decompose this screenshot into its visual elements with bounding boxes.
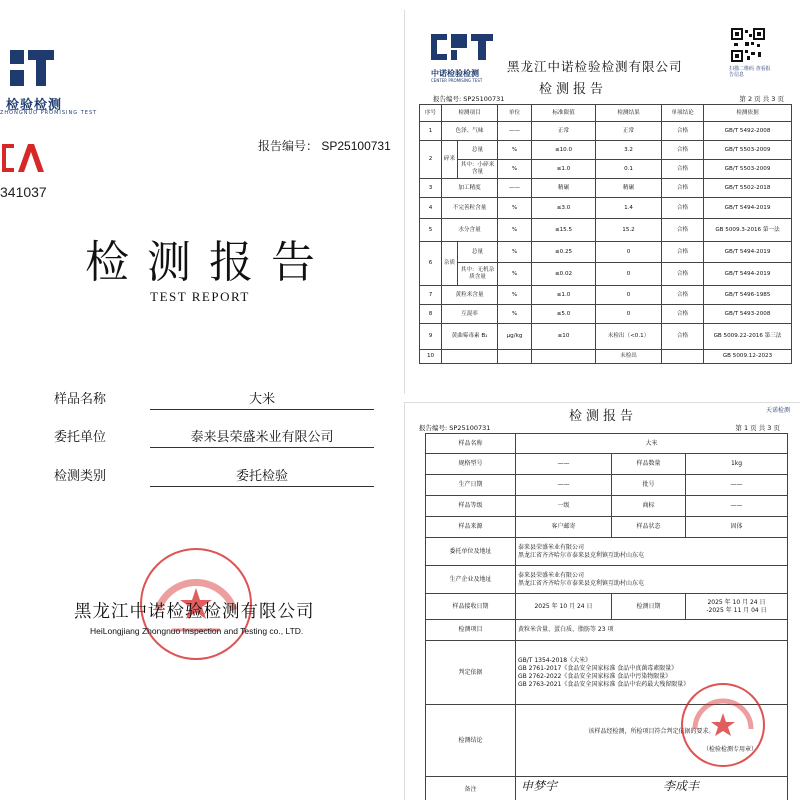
cell-limit: ≤10.0 — [532, 141, 596, 160]
cpt-logo — [10, 50, 54, 94]
cell-no: 2 — [420, 141, 442, 179]
row-label: 样品状态 — [612, 517, 686, 538]
table-row — [420, 141, 792, 160]
row-value: 固体 — [686, 517, 788, 538]
cell-no: 10 — [420, 350, 442, 364]
cell-conclusion: 合格 — [662, 286, 704, 305]
cell-result: 0 — [596, 305, 662, 324]
cell-limit: ≤1.0 — [532, 286, 596, 305]
cell-method: GB 5009.22-2016 第三法 — [704, 324, 792, 350]
client-address: 黑龙江省齐齐哈尔市泰来县克利镇互助村山东屯 — [518, 551, 645, 559]
table-row — [420, 263, 792, 286]
cell-method: GB/T 5502-2018 — [704, 179, 792, 198]
cell-conclusion: 合格 — [662, 179, 704, 198]
conclusion-text: 该样品经检测，所检项目符合判定依据的要求。 — [588, 727, 715, 735]
cell-result: 3.2 — [596, 141, 662, 160]
cma-icon — [0, 140, 48, 176]
field-sample-name — [54, 384, 374, 410]
cell-item — [442, 350, 498, 364]
report-number — [258, 137, 391, 154]
official-stamp — [681, 683, 765, 767]
cell-method: GB/T 5492-2008 — [704, 122, 792, 141]
lab-name-english: HeiLongjiang Zhongnuo Inspection and Testing co., LTD. — [90, 626, 304, 636]
cell-conclusion: 合格 — [662, 141, 704, 160]
field-underline — [150, 486, 374, 487]
row-value: 大米 — [516, 434, 788, 454]
cell-no: 3 — [420, 179, 442, 198]
column-header: 单项结论 — [662, 105, 704, 122]
cell-method: GB/T 5503-2009 — [704, 160, 792, 179]
logo-subcaption: CENTER PROMISING TEST — [431, 78, 483, 83]
field-underline — [150, 409, 374, 410]
basis-line: GB 2763-2021《食品安全国家标准 食品中农药最大残留限量》 — [518, 680, 690, 688]
cell-method: GB/T 5494-2019 — [704, 198, 792, 219]
cell-item: 水分含量 — [442, 219, 498, 242]
cell-unit: % — [498, 198, 532, 219]
table-row — [426, 454, 788, 475]
cell-unit: % — [498, 160, 532, 179]
table-row — [420, 219, 792, 242]
cell-item: 其中：无机杂质含量 — [458, 263, 498, 286]
cell-group: 碎米 — [442, 141, 458, 179]
report-number-label: 报告编号： — [258, 139, 319, 153]
page-info: 第 1 页 共 3 页 — [735, 424, 780, 432]
cell-result: 正常 — [596, 122, 662, 141]
cell-limit: ≤5.0 — [532, 305, 596, 324]
table-row — [420, 305, 792, 324]
row-value: —— — [516, 454, 612, 475]
table-row — [420, 286, 792, 305]
cell-no: 4 — [420, 198, 442, 219]
row-value — [516, 566, 788, 594]
cell-conclusion: 合格 — [662, 305, 704, 324]
field-label: 检测类别 — [54, 469, 107, 484]
cell-group: 杂质 — [442, 242, 458, 286]
table-row — [420, 350, 792, 364]
table-row — [426, 594, 788, 620]
row-value: —— — [686, 475, 788, 496]
cell-unit: % — [498, 286, 532, 305]
cell-no: 6 — [420, 242, 442, 286]
cell-conclusion: 合格 — [662, 219, 704, 242]
row-label: 样品来源 — [426, 517, 516, 538]
row-value: 客户邮寄 — [516, 517, 612, 538]
column-header: 单位 — [498, 105, 532, 122]
column-header: 序号 — [420, 105, 442, 122]
report-subtitle: TEST REPORT — [150, 289, 250, 304]
basis-line: GB 2761-2017《食品安全国家标准 食品中真菌毒素限量》 — [518, 664, 678, 672]
report-title: 检测报告 — [85, 237, 333, 288]
cell-method: GB 5009.12-2023 — [704, 350, 792, 364]
logo-caption: 检验检测 — [6, 98, 63, 113]
basis-line: GB/T 1354-2018《大米》 — [518, 656, 592, 664]
report-title: 检测报告 — [568, 409, 637, 424]
cell-item: 其中：小碎米含量 — [458, 160, 498, 179]
table-row — [420, 179, 792, 198]
report-number-value: SP25100731 — [449, 424, 491, 432]
report-number — [419, 423, 490, 432]
page-info: 第 2 页 共 3 页 — [739, 95, 784, 103]
row-label: 样品等级 — [426, 496, 516, 517]
cell-limit: ≤10 — [532, 324, 596, 350]
maker-address: 黑龙江省齐齐哈尔市泰来县克利镇互助村山东屯 — [518, 579, 645, 587]
signature-2: 李成丰 — [663, 779, 700, 793]
cell-method: GB/T 5496-1985 — [704, 286, 792, 305]
cell-limit — [532, 350, 596, 364]
results-table-body — [420, 122, 792, 364]
column-header: 检测结果 — [596, 105, 662, 122]
cpt-logo — [431, 30, 493, 68]
field-client — [54, 422, 374, 448]
cell-limit: ≤1.0 — [532, 160, 596, 179]
cell-result: 0 — [596, 242, 662, 263]
company-name: 黑龙江中诺检验检测有限公司 — [507, 59, 683, 74]
cell-limit: 精碾 — [532, 179, 596, 198]
cell-conclusion — [662, 350, 704, 364]
test-date-end: -2025 年 11 月 04 日 — [706, 606, 767, 614]
table-row — [426, 434, 788, 454]
row-value: 1kg — [686, 454, 788, 475]
cell-item: 总量 — [458, 141, 498, 160]
qr-caption: 扫描二维码 查看报告信息 — [729, 66, 771, 78]
row-label: 生产企业及地址 — [426, 566, 516, 594]
cell-limit: ≤0.25 — [532, 242, 596, 263]
cell-limit: ≤0.02 — [532, 263, 596, 286]
table-row — [426, 777, 788, 800]
field-label: 委托单位 — [54, 430, 107, 445]
row-label: 备注 — [426, 777, 516, 800]
cma-number: 341037 — [0, 184, 47, 200]
cell-item: 互混率 — [442, 305, 498, 324]
results-table — [419, 104, 792, 364]
cell-item: 黄曲霉毒素 B₁ — [442, 324, 498, 350]
stamp-note: （检验检测专用章） — [702, 745, 757, 753]
field-value: 委托检验 — [235, 469, 288, 484]
row-value: 黄粒米含量、蛋白质、脂肪等 23 项 — [516, 620, 788, 641]
cell-unit: % — [498, 305, 532, 324]
table-row — [426, 620, 788, 641]
corner-mark: 天诺检测 — [765, 407, 790, 414]
cell-no: 7 — [420, 286, 442, 305]
table-row — [426, 496, 788, 517]
row-label: 样品名称 — [426, 434, 516, 454]
column-header: 检测项目 — [442, 105, 498, 122]
cell-result: 1.4 — [596, 198, 662, 219]
cell-item: 色泽、气味 — [442, 122, 498, 141]
cell-result: 15.2 — [596, 219, 662, 242]
report-page-2 — [404, 10, 800, 394]
cell-item: 加工精度 — [442, 179, 498, 198]
client-name: 泰来县荣盛米业有限公司 — [518, 543, 585, 551]
table-row — [420, 242, 792, 263]
row-label: 检测日期 — [612, 594, 686, 620]
cell-no: 8 — [420, 305, 442, 324]
row-label: 检测项目 — [426, 620, 516, 641]
column-header: 标准限值 — [532, 105, 596, 122]
table-row — [420, 160, 792, 179]
cell-unit: % — [498, 141, 532, 160]
cell-result: 未检出（<0.1） — [596, 324, 662, 350]
table-row — [420, 122, 792, 141]
cell-result: 未检出 — [596, 350, 662, 364]
qr-code-icon — [731, 28, 765, 62]
cell-result: 0.1 — [596, 160, 662, 179]
cell-no: 5 — [420, 219, 442, 242]
table-row — [426, 538, 788, 566]
table-row — [420, 198, 792, 219]
table-header-row — [420, 105, 792, 122]
table-row — [426, 517, 788, 538]
cell-conclusion: 合格 — [662, 242, 704, 263]
lab-name: 黑龙江中诺检验检测有限公司 — [74, 602, 315, 622]
field-value: 大米 — [248, 392, 275, 407]
row-label: 规格型号 — [426, 454, 516, 475]
cell-result: 0 — [596, 286, 662, 305]
cell-unit: % — [498, 242, 532, 263]
report-number-label: 报告编号: — [433, 95, 462, 103]
cell-unit: % — [498, 219, 532, 242]
field-underline — [150, 447, 374, 448]
cell-unit: % — [498, 263, 532, 286]
row-label: 检测结论 — [426, 705, 516, 777]
cell-conclusion: 合格 — [662, 263, 704, 286]
report-number-label: 报告编号: — [419, 424, 448, 432]
cell-method: GB/T 5503-2009 — [704, 141, 792, 160]
row-value — [686, 594, 788, 620]
cell-limit: ≤3.0 — [532, 198, 596, 219]
cell-limit: ≤15.5 — [532, 219, 596, 242]
row-value: —— — [516, 475, 612, 496]
column-header: 检测依据 — [704, 105, 792, 122]
cell-method: GB/T 5494-2019 — [704, 263, 792, 286]
cell-item: 不完善粒含量 — [442, 198, 498, 219]
cell-method: GB/T 5494-2019 — [704, 242, 792, 263]
cell-item: 黄粒米含量 — [442, 286, 498, 305]
row-label: 样品接收日期 — [426, 594, 516, 620]
table-row — [420, 324, 792, 350]
cell-conclusion: 合格 — [662, 324, 704, 350]
row-value: 一级 — [516, 496, 612, 517]
cell-unit — [498, 350, 532, 364]
cell-unit: —— — [498, 179, 532, 198]
field-label: 样品名称 — [54, 392, 107, 407]
test-date-start: 2025 年 10 月 24 日 — [707, 598, 766, 606]
row-label: 生产日期 — [426, 475, 516, 496]
cell-no: 9 — [420, 324, 442, 350]
cell-result: 0 — [596, 263, 662, 286]
row-label: 样品数量 — [612, 454, 686, 475]
table-row — [426, 566, 788, 594]
row-label: 委托单位及地址 — [426, 538, 516, 566]
cell-conclusion: 合格 — [662, 160, 704, 179]
report-number-value: SP25100731 — [463, 95, 505, 103]
report-number-value: SP25100731 — [321, 139, 391, 153]
cell-result: 精碾 — [596, 179, 662, 198]
row-value: 2025 年 10 月 24 日 — [516, 594, 612, 620]
logo-subcaption: ZHONGNUO PROMISING TEST — [0, 110, 98, 116]
field-test-type — [54, 461, 374, 487]
logo-caption: 中诺检验检测 — [431, 69, 479, 78]
report-page-1 — [404, 402, 800, 800]
row-label: 批号 — [612, 475, 686, 496]
cell-unit: μg/kg — [498, 324, 532, 350]
cell-unit: —— — [498, 122, 532, 141]
basis-line: GB 2762-2022《食品安全国家标准 食品中污染物限量》 — [518, 672, 672, 680]
cell-no: 1 — [420, 122, 442, 141]
cell-item: 总量 — [458, 242, 498, 263]
row-value: —— — [686, 496, 788, 517]
table-row — [426, 475, 788, 496]
maker-name: 泰来县荣盛米业有限公司 — [518, 571, 585, 579]
row-value — [516, 538, 788, 566]
signature-1: 申梦宇 — [521, 779, 558, 793]
cell-method: GB/T 5493-2008 — [704, 305, 792, 324]
cell-limit: 正常 — [532, 122, 596, 141]
cell-conclusion: 合格 — [662, 198, 704, 219]
row-label: 商标 — [612, 496, 686, 517]
field-value: 泰来县荣盛米业有限公司 — [190, 430, 334, 445]
report-number — [433, 94, 504, 103]
row-label: 判定依据 — [426, 641, 516, 705]
report-title: 检测报告 — [539, 82, 608, 97]
cell-conclusion: 合格 — [662, 122, 704, 141]
cell-method: GB 5009.3-2016 第一法 — [704, 219, 792, 242]
